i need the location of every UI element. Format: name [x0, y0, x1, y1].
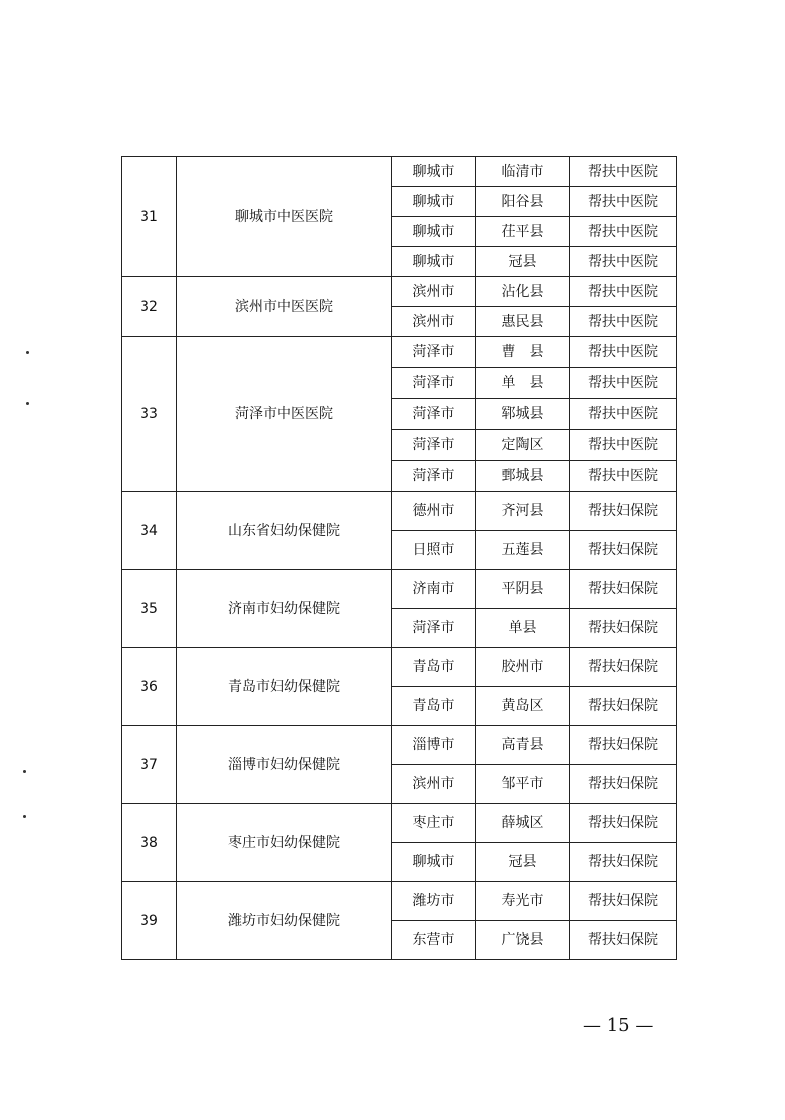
- county-cell: 冠县: [476, 247, 570, 277]
- city-cell: 淄博市: [392, 726, 476, 765]
- hospital-cell: 枣庄市妇幼保健院: [177, 804, 392, 882]
- type-cell: 帮扶中医院: [570, 461, 677, 492]
- city-cell: 聊城市: [392, 187, 476, 217]
- county-cell: 沾化县: [476, 277, 570, 307]
- hospital-cell: 淄博市妇幼保健院: [177, 726, 392, 804]
- county-cell: 薛城区: [476, 804, 570, 843]
- type-cell: 帮扶妇保院: [570, 531, 677, 570]
- city-cell: 潍坊市: [392, 882, 476, 921]
- county-cell: 单县: [476, 609, 570, 648]
- table-row: [122, 492, 677, 531]
- type-cell: 帮扶妇保院: [570, 726, 677, 765]
- county-cell: 平阴县: [476, 570, 570, 609]
- city-cell: 聊城市: [392, 247, 476, 277]
- city-cell: 滨州市: [392, 765, 476, 804]
- seq-cell: 38: [122, 804, 177, 882]
- city-cell: 菏泽市: [392, 368, 476, 399]
- city-cell: 滨州市: [392, 307, 476, 337]
- city-cell: 聊城市: [392, 217, 476, 247]
- type-cell: 帮扶中医院: [570, 307, 677, 337]
- seq-cell: 31: [122, 157, 177, 277]
- table-row: [122, 277, 677, 307]
- table-row: [122, 726, 677, 765]
- county-cell: 寿光市: [476, 882, 570, 921]
- county-cell: 胶州市: [476, 648, 570, 687]
- type-cell: 帮扶妇保院: [570, 804, 677, 843]
- type-cell: 帮扶妇保院: [570, 609, 677, 648]
- hospital-cell: 济南市妇幼保健院: [177, 570, 392, 648]
- type-cell: 帮扶妇保院: [570, 921, 677, 960]
- county-cell: 冠县: [476, 843, 570, 882]
- type-cell: 帮扶妇保院: [570, 570, 677, 609]
- type-cell: 帮扶中医院: [570, 399, 677, 430]
- table-row: [122, 804, 677, 843]
- city-cell: 滨州市: [392, 277, 476, 307]
- county-cell: 鄄城县: [476, 461, 570, 492]
- hospital-cell: 山东省妇幼保健院: [177, 492, 392, 570]
- type-cell: 帮扶妇保院: [570, 765, 677, 804]
- table-row: [122, 648, 677, 687]
- seq-cell: 37: [122, 726, 177, 804]
- city-cell: 菏泽市: [392, 399, 476, 430]
- seq-cell: 39: [122, 882, 177, 960]
- city-cell: 青岛市: [392, 648, 476, 687]
- seq-cell: 34: [122, 492, 177, 570]
- page-number: — 15 —: [583, 1015, 654, 1036]
- county-cell: 黄岛区: [476, 687, 570, 726]
- county-cell: 临清市: [476, 157, 570, 187]
- city-cell: 东营市: [392, 921, 476, 960]
- county-cell: 惠民县: [476, 307, 570, 337]
- county-cell: 定陶区: [476, 430, 570, 461]
- county-cell: 曹 县: [476, 337, 570, 368]
- county-cell: 郓城县: [476, 399, 570, 430]
- type-cell: 帮扶中医院: [570, 157, 677, 187]
- type-cell: 帮扶中医院: [570, 277, 677, 307]
- hospital-cell: 青岛市妇幼保健院: [177, 648, 392, 726]
- type-cell: 帮扶妇保院: [570, 687, 677, 726]
- county-cell: 阳谷县: [476, 187, 570, 217]
- type-cell: 帮扶中医院: [570, 337, 677, 368]
- county-cell: 茌平县: [476, 217, 570, 247]
- type-cell: 帮扶中医院: [570, 368, 677, 399]
- county-cell: 邹平市: [476, 765, 570, 804]
- table-body: [122, 157, 677, 960]
- county-cell: 单 县: [476, 368, 570, 399]
- scan-dot: [26, 351, 29, 354]
- hospital-cell: 滨州市中医医院: [177, 277, 392, 337]
- hospital-cell: 聊城市中医医院: [177, 157, 392, 277]
- city-cell: 菏泽市: [392, 337, 476, 368]
- city-cell: 青岛市: [392, 687, 476, 726]
- table-row: [122, 157, 677, 187]
- seq-cell: 32: [122, 277, 177, 337]
- city-cell: 聊城市: [392, 157, 476, 187]
- table-row: [122, 882, 677, 921]
- scan-dot: [23, 815, 26, 818]
- type-cell: 帮扶中医院: [570, 430, 677, 461]
- city-cell: 德州市: [392, 492, 476, 531]
- type-cell: 帮扶妇保院: [570, 843, 677, 882]
- seq-cell: 36: [122, 648, 177, 726]
- hospital-cell: 菏泽市中医医院: [177, 337, 392, 492]
- city-cell: 日照市: [392, 531, 476, 570]
- county-cell: 齐河县: [476, 492, 570, 531]
- county-cell: 高青县: [476, 726, 570, 765]
- scan-dot: [26, 402, 29, 405]
- type-cell: 帮扶妇保院: [570, 492, 677, 531]
- seq-cell: 35: [122, 570, 177, 648]
- type-cell: 帮扶中医院: [570, 247, 677, 277]
- type-cell: 帮扶中医院: [570, 217, 677, 247]
- scan-dot: [23, 770, 26, 773]
- city-cell: 菏泽市: [392, 461, 476, 492]
- county-cell: 五莲县: [476, 531, 570, 570]
- hospital-cell: 潍坊市妇幼保健院: [177, 882, 392, 960]
- city-cell: 枣庄市: [392, 804, 476, 843]
- seq-cell: 33: [122, 337, 177, 492]
- city-cell: 菏泽市: [392, 430, 476, 461]
- county-cell: 广饶县: [476, 921, 570, 960]
- city-cell: 聊城市: [392, 843, 476, 882]
- type-cell: 帮扶妇保院: [570, 882, 677, 921]
- city-cell: 济南市: [392, 570, 476, 609]
- type-cell: 帮扶妇保院: [570, 648, 677, 687]
- type-cell: 帮扶中医院: [570, 187, 677, 217]
- table-row: [122, 570, 677, 609]
- assistance-table: [121, 156, 677, 960]
- city-cell: 菏泽市: [392, 609, 476, 648]
- table-row: [122, 337, 677, 368]
